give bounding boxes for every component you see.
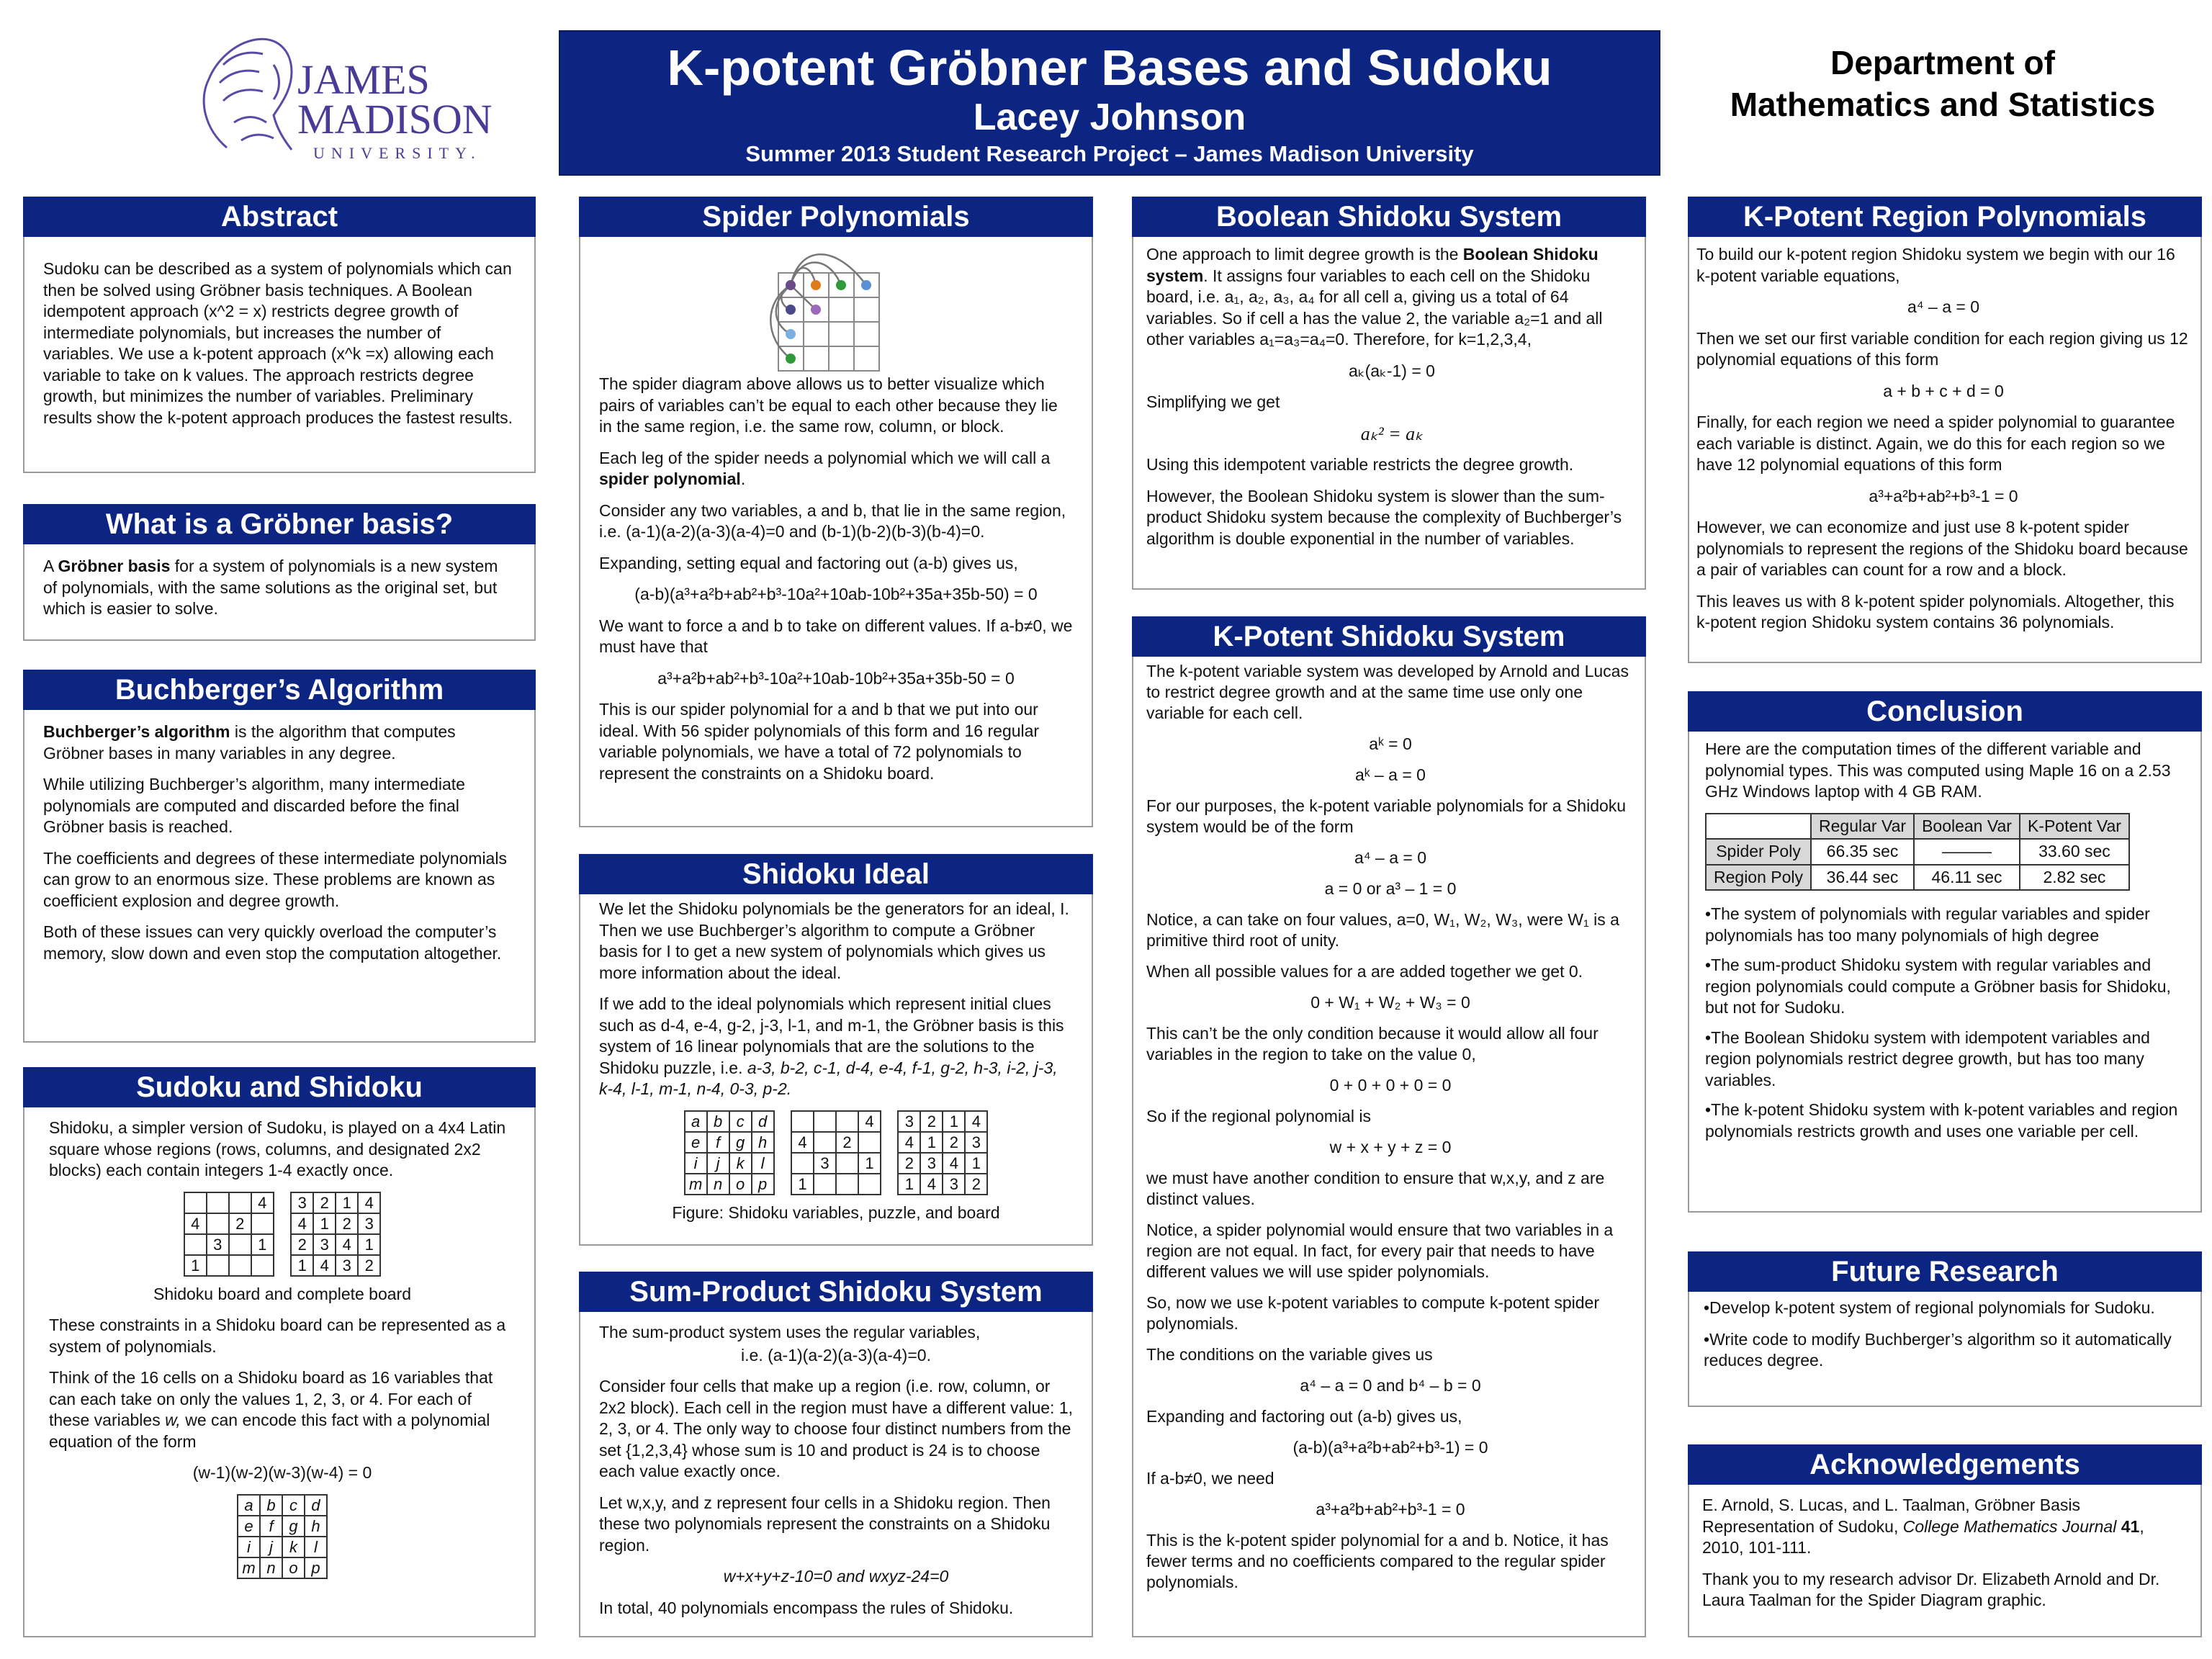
- grid-cell: [207, 1213, 229, 1234]
- sumproduct-panel: [579, 1272, 1093, 1637]
- region-p1: To build our k-potent region Shidoku system we begin with our 16 k-potent variable equations,: [1696, 245, 2175, 285]
- timing-row-label: Spider Poly: [1706, 839, 1811, 865]
- grid-cell: b: [260, 1495, 282, 1516]
- grid-cell: 3: [291, 1192, 313, 1213]
- grid-cell: [814, 1174, 836, 1195]
- poster-subtitle: Summer 2013 Student Research Project – James Madison University: [745, 141, 1474, 166]
- timing-cell: 33.60 sec: [2020, 839, 2129, 865]
- grid-cell: 2: [836, 1132, 858, 1153]
- boolean-p3: Using this idempotent variable restricts the degree growth.: [1146, 455, 1574, 474]
- kps-p3: Notice, a can take on four values, a=0, W₁, W₂, W₃, were W₁ is a primitive third root of unity.: [1146, 910, 1619, 950]
- grid-cell: [229, 1192, 251, 1213]
- grid-cell: 2: [965, 1174, 987, 1195]
- conclusion-bullet: •The sum-product Shidoku system with regular variables and region polynomials could compute a Gröbner basis for Shidoku, but not for Sudoku.: [1705, 956, 2171, 1017]
- grid-row: [898, 1153, 987, 1174]
- grid-row: [685, 1111, 774, 1132]
- shidoku-p3: Think of the 16 cells on a Shidoku board as 16 variables that can each take on only the values 1, 2, 3, or 4. For each of these variables w, we can encode this fact with a polynomial equation of the form: [49, 1368, 493, 1451]
- ideal-p1: We let the Shidoku polynomials be the generators for an ideal, I. Then we use Buchberger’s algorithm to compute a Gröbner basis for I to get a new system of polynomials which gives us more information about the ideal.: [599, 899, 1069, 982]
- grid-cell: 3: [336, 1255, 358, 1276]
- grid-cell: l: [305, 1537, 327, 1557]
- grid-cell: [791, 1153, 814, 1174]
- grid-cell: i: [685, 1153, 707, 1174]
- grid-cell: d: [752, 1111, 774, 1132]
- boolean-eq2: aₖ² = aₖ: [1360, 423, 1424, 444]
- grid-row: [791, 1153, 881, 1174]
- grid-cell: g: [282, 1516, 305, 1537]
- conclusion-bullet: •The Boolean Shidoku system with idempotent variables and region polynomials restrict degree growth, but has too many variables.: [1705, 1028, 2150, 1089]
- kps-p9: So, now we use k-potent variables to compute k-potent spider polynomials.: [1146, 1293, 1600, 1333]
- kps-eq6: 0 + 0 + 0 + 0 = 0: [1329, 1076, 1452, 1094]
- grid-cell: 1: [898, 1174, 920, 1195]
- timing-header-cell: Regular Var: [1811, 814, 1914, 840]
- title-banner: [559, 30, 1660, 176]
- grid-cell: 4: [898, 1132, 920, 1153]
- grid-cell: 4: [313, 1255, 336, 1276]
- boolean-panel: [1132, 197, 1646, 590]
- grid-cell: [207, 1255, 229, 1276]
- conclusion-panel: [1688, 691, 2202, 1213]
- grid-row: [238, 1557, 327, 1578]
- logo-line-james: JAMES: [297, 56, 430, 103]
- spider-p4: Expanding, setting equal and factoring out (a-b) gives us,: [599, 553, 1018, 572]
- spider-p3: Consider any two variables, a and b, that lie in the same region, i.e. (a-1)(a-2)(a-3)(a-4)=0 and (b-1)(b-2)(b-3)(b-4)=0.: [599, 500, 1066, 541]
- grid-cell: 1: [858, 1153, 881, 1174]
- ideal-title: Shidoku Ideal: [579, 854, 1093, 894]
- grid-cell: 1: [943, 1111, 965, 1132]
- grid-cell: 1: [920, 1132, 943, 1153]
- shidoku-variable-board: [49, 1494, 516, 1579]
- kps-eq4: a = 0 or a³ – 1 = 0: [1324, 879, 1457, 898]
- future-panel: [1688, 1251, 2202, 1407]
- grid-cell: 3: [814, 1153, 836, 1174]
- sumproduct-title: Sum-Product Shidoku System: [579, 1272, 1093, 1312]
- timing-header-cell: Boolean Var: [1914, 814, 2020, 840]
- kps-eq5: 0 + W₁ + W₂ + W₃ = 0: [1310, 993, 1470, 1012]
- grid-cell: o: [729, 1174, 752, 1195]
- grid-cell: n: [260, 1557, 282, 1578]
- shidoku-eq: (w-1)(w-2)(w-3)(w-4) = 0: [192, 1463, 372, 1482]
- grid-cell: [836, 1153, 858, 1174]
- ideal-panel: [579, 854, 1093, 1246]
- ideal-solution-grid: [897, 1110, 988, 1195]
- grid-cell: 1: [251, 1234, 274, 1255]
- grid-cell: 2: [898, 1153, 920, 1174]
- kps-p1: The k-potent variable system was developed by Arnold and Lucas to restrict degree growth and at the same time use only one variable for each cell.: [1146, 662, 1629, 722]
- department-name: Department of Mathematics and Statistics: [1730, 44, 2156, 123]
- grid-cell: 1: [184, 1255, 207, 1276]
- ideal-caption: Figure: Shidoku variables, puzzle, and board: [672, 1202, 1000, 1222]
- grid-cell: 3: [920, 1153, 943, 1174]
- kps-p8: Notice, a spider polynomial would ensure that two variables in a region are not equal. In fact, for every pair that needs to have different values we will use spider polynomials.: [1146, 1220, 1614, 1281]
- grobner-panel: [23, 504, 536, 641]
- kps-p2: For our purposes, the k-potent variable polynomials for a Shidoku system would be of the form: [1146, 796, 1627, 836]
- grid-cell: j: [707, 1153, 729, 1174]
- grid-row: [791, 1174, 881, 1195]
- grid-cell: 1: [965, 1153, 987, 1174]
- grid-cell: [836, 1174, 858, 1195]
- grid-cell: [814, 1132, 836, 1153]
- madison-portrait-icon: [184, 22, 500, 166]
- spider-panel: [579, 197, 1093, 827]
- grid-cell: k: [282, 1537, 305, 1557]
- kps-eq2: aᵏ – a = 0: [1355, 765, 1426, 784]
- boolean-p2: Simplifying we get: [1146, 392, 1280, 411]
- kps-p10: The conditions on the variable gives us: [1146, 1345, 1433, 1364]
- grid-cell: b: [707, 1111, 729, 1132]
- grid-cell: c: [729, 1111, 752, 1132]
- logo-line-madison: MADISON: [297, 96, 493, 143]
- timing-cell: ———: [1914, 839, 2020, 865]
- grid-cell: o: [282, 1557, 305, 1578]
- grid-cell: 2: [920, 1111, 943, 1132]
- abstract-text: Sudoku can be described as a system of polynomials which can then be solved using Gröbner basis techniques. A Boolean idempotent approach (x^2 = x) restricts degree growth of intermediate polynomials, but increases the number of variables. We use a k-potent approach (x^k =x) allowing each variable to take on k values. The approach restricts degree growth, but minimizes the number of variables. Preliminary results show the k-potent approach produces the fastest results.: [43, 259, 513, 427]
- grid-cell: 4: [943, 1153, 965, 1174]
- sumproduct-p1: The sum-product system uses the regular variables,: [599, 1323, 981, 1341]
- sumproduct-eq2: w+x+y+z-10=0 and wxyz-24=0: [723, 1567, 949, 1586]
- grid-cell: 3: [207, 1234, 229, 1255]
- grid-row: [184, 1213, 274, 1234]
- grid-row: [238, 1495, 327, 1516]
- timing-cell: 2.82 sec: [2020, 865, 2129, 891]
- shidoku-caption: Shidoku board and complete board: [153, 1284, 412, 1303]
- grid-row: [291, 1234, 380, 1255]
- ack-panel: [1688, 1444, 2202, 1637]
- grid-cell: [791, 1111, 814, 1132]
- conclusion-p1: Here are the computation times of the different variable and polynomial types. This was computed using Maple 16 on a 2.53 GHz Windows laptop with 4 GB RAM.: [1705, 739, 2171, 801]
- grid-cell: 2: [229, 1213, 251, 1234]
- jmu-logo: [184, 22, 500, 166]
- spider-eq2: a³+a²b+ab²+b³-10a²+10ab-10b²+35a+35b-50 = 0: [657, 668, 1015, 688]
- sumproduct-p3: Let w,x,y, and z represent four cells in a Shidoku region. Then these two polynomials represent the constraints on a Shidoku region.: [599, 1493, 1051, 1555]
- spider-p6: This is our spider polynomial for a and b that we put into our ideal. With 56 spider polynomials of this form and 16 regular variable polynomials, we have a total of 72 polynomials to represent the constraints on a Shidoku board.: [599, 700, 1040, 783]
- grid-cell: h: [752, 1132, 774, 1153]
- grid-cell: 1: [358, 1234, 380, 1255]
- region-panel: [1688, 197, 2202, 663]
- grid-cell: 4: [920, 1174, 943, 1195]
- kps-p7: we must have another condition to ensure that w,x,y, and z are distinct values.: [1146, 1169, 1605, 1208]
- table-row: [1706, 865, 2129, 891]
- grid-cell: 3: [965, 1132, 987, 1153]
- grid-row: [291, 1255, 380, 1276]
- buchberger-p3: The coefficients and degrees of these intermediate polynomials can grow to an enormous size. These problems are known as coefficient explosion and degree growth.: [43, 848, 507, 910]
- logo-line-university: UNIVERSITY.: [313, 144, 482, 162]
- ack-reference: E. Arnold, S. Lucas, and L. Taalman, Gröbner Basis Representation of Sudoku, College Mathematics Journal 41, 2010, 101-111.: [1702, 1496, 2144, 1557]
- boolean-p4: However, the Boolean Shidoku system is slower than the sum-product Shidoku system because the complexity of Buchberger’s algorithm is double exponential in the number of variables.: [1146, 486, 1622, 548]
- sudoku-shidoku-title: Sudoku and Shidoku: [23, 1067, 536, 1107]
- kps-eq10: a³+a²b+ab²+b³-1 = 0: [1316, 1500, 1465, 1519]
- boolean-eq1: aₖ(aₖ-1) = 0: [1349, 361, 1435, 380]
- grid-cell: 1: [791, 1174, 814, 1195]
- grid-cell: a: [685, 1111, 707, 1132]
- shidoku-variable-grid: [237, 1494, 328, 1579]
- grid-cell: 2: [313, 1192, 336, 1213]
- abstract-panel: [23, 197, 536, 473]
- spider-diagram: [599, 244, 1073, 374]
- spider-eq1: (a-b)(a³+a²b+ab²+b³-10a²+10ab-10b²+35a+35b-50) = 0: [634, 585, 1038, 603]
- grid-cell: f: [707, 1132, 729, 1153]
- grid-cell: e: [238, 1516, 260, 1537]
- grid-cell: 2: [291, 1234, 313, 1255]
- grid-cell: p: [752, 1174, 774, 1195]
- boolean-p1: One approach to limit degree growth is the Boolean Shidoku system. It assigns four variables to each cell on the Shidoku board, i.e. a₁, a₂, a₃, a₄ for all cell a, giving us a total of 64 variables. So if cell a has the value 2, the variable a₂=1 and all other variables a₁=a₃=a₄=0. Therefore, for k=1,2,3,4,: [1146, 245, 1603, 349]
- sumproduct-p2: Consider four cells that make up a region (i.e. row, column, or 2x2 block). Each cell in the region must have a different value: 1, 2, 3, or 4. The only way to choose four distinct numbers from the set {1,2,3,4} whose sum is 10 and product is 24 is to choose each value exactly once.: [599, 1377, 1074, 1480]
- grid-cell: d: [305, 1495, 327, 1516]
- grobner-title: What is a Gröbner basis?: [23, 504, 536, 544]
- grid-cell: [251, 1255, 274, 1276]
- ack-thanks: Thank you to my research advisor Dr. Elizabeth Arnold and Dr. Laura Taalman for the Spider Diagram graphic.: [1702, 1569, 2160, 1609]
- grid-cell: [858, 1132, 881, 1153]
- grid-cell: [184, 1192, 207, 1213]
- grid-cell: [251, 1213, 274, 1234]
- grid-cell: [858, 1174, 881, 1195]
- shidoku-intro: Shidoku, a simpler version of Sudoku, is played on a 4x4 Latin square whose regions (rows, columns, and designated 2x2 blocks) each contain integers 1-4 exactly once.: [49, 1118, 506, 1179]
- kps-p6: So if the regional polynomial is: [1146, 1107, 1371, 1125]
- shidoku-solution-grid: [290, 1192, 381, 1277]
- grid-row: [685, 1132, 774, 1153]
- poster-title: K-potent Gröbner Bases and Sudoku: [667, 40, 1552, 96]
- grid-cell: a: [238, 1495, 260, 1516]
- grid-cell: [836, 1111, 858, 1132]
- grid-cell: p: [305, 1557, 327, 1578]
- future-bullet: •Write code to modify Buchberger’s algorithm so it automatically reduces degree.: [1704, 1329, 2172, 1370]
- timing-cell: 66.35 sec: [1811, 839, 1914, 865]
- grid-cell: [229, 1255, 251, 1276]
- shidoku-boards: [49, 1192, 516, 1277]
- grid-cell: 4: [358, 1192, 380, 1213]
- conclusion-bullet: •The system of polynomials with regular variables and spider polynomials has too many polynomials of high degree: [1705, 904, 2150, 945]
- grid-cell: n: [707, 1174, 729, 1195]
- sumproduct-eq1: i.e. (a-1)(a-2)(a-3)(a-4)=0.: [741, 1345, 931, 1364]
- buchberger-p4: Both of these issues can very quickly overload the computer’s memory, slow down and even stop the computation altogether.: [43, 922, 502, 963]
- timing-row-label: Region Poly: [1706, 865, 1811, 891]
- grid-row: [898, 1132, 987, 1153]
- kps-p4: When all possible values for a are added together we get 0.: [1146, 962, 1583, 981]
- grid-cell: 1: [336, 1192, 358, 1213]
- region-p5: This leaves us with 8 k-potent spider polynomials. Altogether, this k-potent region Shidoku system contains 36 polynomials.: [1696, 591, 2175, 631]
- grid-row: [898, 1174, 987, 1195]
- ideal-p2: If we add to the ideal polynomials which represent initial clues such as d-4, e-4, g-2, j-3, l-1, and m-1, the Gröbner basis is this system of 16 linear polynomials that are the solutions to the Shidoku puzzle, i.e. a-3, b-2, c-1, d-4, e-4, f-1, g-2, h-3, i-2, j-3, k-4, l-1, m-1, n-4, 0-3, p-2.: [599, 994, 1064, 1098]
- region-title: K-Potent Region Polynomials: [1688, 197, 2202, 237]
- region-p3: Finally, for each region we need a spider polynomial to guarantee each variable is distinct. Again, we do this for each region so we have 12 polynomial equations of this form: [1696, 413, 2175, 474]
- timing-header-cell: [1706, 814, 1811, 840]
- spider-p2: Each leg of the spider needs a polynomial which we will call a spider polynomial.: [599, 448, 1051, 488]
- grid-cell: 4: [184, 1213, 207, 1234]
- grid-cell: m: [238, 1557, 260, 1578]
- grid-cell: c: [282, 1495, 305, 1516]
- grid-row: [791, 1111, 881, 1132]
- grid-cell: 3: [943, 1174, 965, 1195]
- grid-row: [791, 1132, 881, 1153]
- kps-p12: If a-b≠0, we need: [1146, 1469, 1274, 1488]
- abstract-title: Abstract: [23, 197, 536, 237]
- kps-p5: This can’t be the only condition because it would allow all four variables in the region to take on the value 0,: [1146, 1024, 1599, 1064]
- table-row: [1706, 839, 2129, 865]
- grid-cell: 3: [313, 1234, 336, 1255]
- grid-cell: 2: [358, 1255, 380, 1276]
- kps-eq1: aᵏ = 0: [1369, 734, 1412, 753]
- spider-diagram-graphic: [721, 244, 951, 374]
- buchberger-panel: [23, 670, 536, 1043]
- grid-cell: 1: [291, 1255, 313, 1276]
- sudoku-shidoku-panel: [23, 1067, 536, 1637]
- future-title: Future Research: [1688, 1251, 2202, 1292]
- grid-row: [184, 1234, 274, 1255]
- grid-cell: 3: [358, 1213, 380, 1234]
- boolean-title: Boolean Shidoku System: [1132, 197, 1646, 237]
- ideal-boards: [599, 1110, 1073, 1195]
- grid-cell: i: [238, 1537, 260, 1557]
- grid-cell: e: [685, 1132, 707, 1153]
- grid-cell: 1: [313, 1213, 336, 1234]
- grid-row: [184, 1255, 274, 1276]
- grid-row: [238, 1516, 327, 1537]
- grid-cell: 3: [898, 1111, 920, 1132]
- spider-p1: The spider diagram above allows us to better visualize which pairs of variables can’t be equal to each other because they lie in the same region, i.e. the same row, column, or block.: [599, 374, 1058, 436]
- buchberger-p2: While utilizing Buchberger’s algorithm, many intermediate polynomials are computed and discarded before the final Gröbner basis is reached.: [43, 775, 465, 836]
- future-bullet: •Develop k-potent system of regional polynomials for Sudoku.: [1704, 1298, 2155, 1317]
- grid-row: [685, 1153, 774, 1174]
- grid-cell: [207, 1192, 229, 1213]
- grid-cell: g: [729, 1132, 752, 1153]
- grid-row: [291, 1213, 380, 1234]
- ideal-puzzle-grid: [791, 1110, 881, 1195]
- grid-cell: 4: [965, 1111, 987, 1132]
- buchberger-p1: Buchberger’s algorithm is the algorithm that computes Gröbner bases in many variables in any degree.: [43, 722, 456, 763]
- buchberger-title: Buchberger’s Algorithm: [23, 670, 536, 710]
- timing-header-row: [1706, 814, 2129, 840]
- grid-row: [898, 1111, 987, 1132]
- spider-p5: We want to force a and b to take on different values. If a-b≠0, we must have that: [599, 616, 1073, 656]
- grid-cell: [814, 1111, 836, 1132]
- grid-row: [291, 1192, 380, 1213]
- kpotent-system-title: K-Potent Shidoku System: [1132, 616, 1646, 657]
- timing-table: [1705, 813, 2130, 891]
- grid-cell: [229, 1234, 251, 1255]
- kps-p13: This is the k-potent spider polynomial for a and b. Notice, it has fewer terms and no coefficients compared to the regular spider polynomials.: [1146, 1531, 1609, 1591]
- shidoku-p2: These constraints in a Shidoku board can be represented as a system of polynomials.: [49, 1316, 506, 1356]
- timing-cell: 36.44 sec: [1811, 865, 1914, 891]
- grid-cell: 2: [336, 1213, 358, 1234]
- region-p2: Then we set our first variable condition for each region giving us 12 polynomial equations of this form: [1696, 328, 2188, 369]
- grid-row: [685, 1174, 774, 1195]
- grid-cell: l: [752, 1153, 774, 1174]
- grid-cell: m: [685, 1174, 707, 1195]
- grid-cell: 4: [336, 1234, 358, 1255]
- grid-cell: f: [260, 1516, 282, 1537]
- grid-cell: 4: [791, 1132, 814, 1153]
- kps-eq9: (a-b)(a³+a²b+ab²+b³-1) = 0: [1292, 1438, 1488, 1457]
- grid-cell: k: [729, 1153, 752, 1174]
- shidoku-puzzle-grid: [184, 1192, 274, 1277]
- kps-eq7: w + x + y + z = 0: [1329, 1138, 1452, 1156]
- timing-header-cell: K-Potent Var: [2020, 814, 2129, 840]
- ideal-variable-grid: [684, 1110, 775, 1195]
- conclusion-bullet: •The k-potent Shidoku system with k-potent variables and region polynomials restricts growth and uses one variable per cell.: [1705, 1100, 2178, 1141]
- grid-row: [238, 1537, 327, 1557]
- grid-cell: [184, 1234, 207, 1255]
- kps-eq3: a⁴ – a = 0: [1354, 848, 1427, 867]
- ack-title: Acknowledgements: [1688, 1444, 2202, 1485]
- region-eq2: a + b + c + d = 0: [1883, 381, 2004, 400]
- kps-p11: Expanding and factoring out (a-b) gives us,: [1146, 1407, 1462, 1426]
- region-eq1: a⁴ – a = 0: [1907, 297, 1980, 316]
- kps-eq8: a⁴ – a = 0 and b⁴ – b = 0: [1300, 1376, 1481, 1395]
- grid-cell: 4: [858, 1111, 881, 1132]
- region-p4: However, we can economize and just use 8 k-potent spider polynomials to represent the regions of the Shidoku board because a pair of variables can count for a row and a block.: [1696, 518, 2188, 579]
- grid-cell: 2: [943, 1132, 965, 1153]
- grid-cell: 4: [291, 1213, 313, 1234]
- region-eq3: a³+a²b+ab²+b³-1 = 0: [1869, 486, 2018, 505]
- grid-row: [184, 1192, 274, 1213]
- spider-title: Spider Polynomials: [579, 197, 1093, 237]
- timing-cell: 46.11 sec: [1914, 865, 2020, 891]
- poster-author: Lacey Johnson: [973, 96, 1246, 138]
- kpotent-system-panel: [1132, 616, 1646, 1637]
- sumproduct-p4: In total, 40 polynomials encompass the rules of Shidoku.: [599, 1598, 1014, 1617]
- grid-cell: h: [305, 1516, 327, 1537]
- conclusion-title: Conclusion: [1688, 691, 2202, 732]
- grobner-definition: A Gröbner basis for a system of polynomials is a new system of polynomials, with the same solutions as the original set, but which is easier to solve.: [43, 557, 498, 618]
- grid-cell: 4: [251, 1192, 274, 1213]
- grid-cell: j: [260, 1537, 282, 1557]
